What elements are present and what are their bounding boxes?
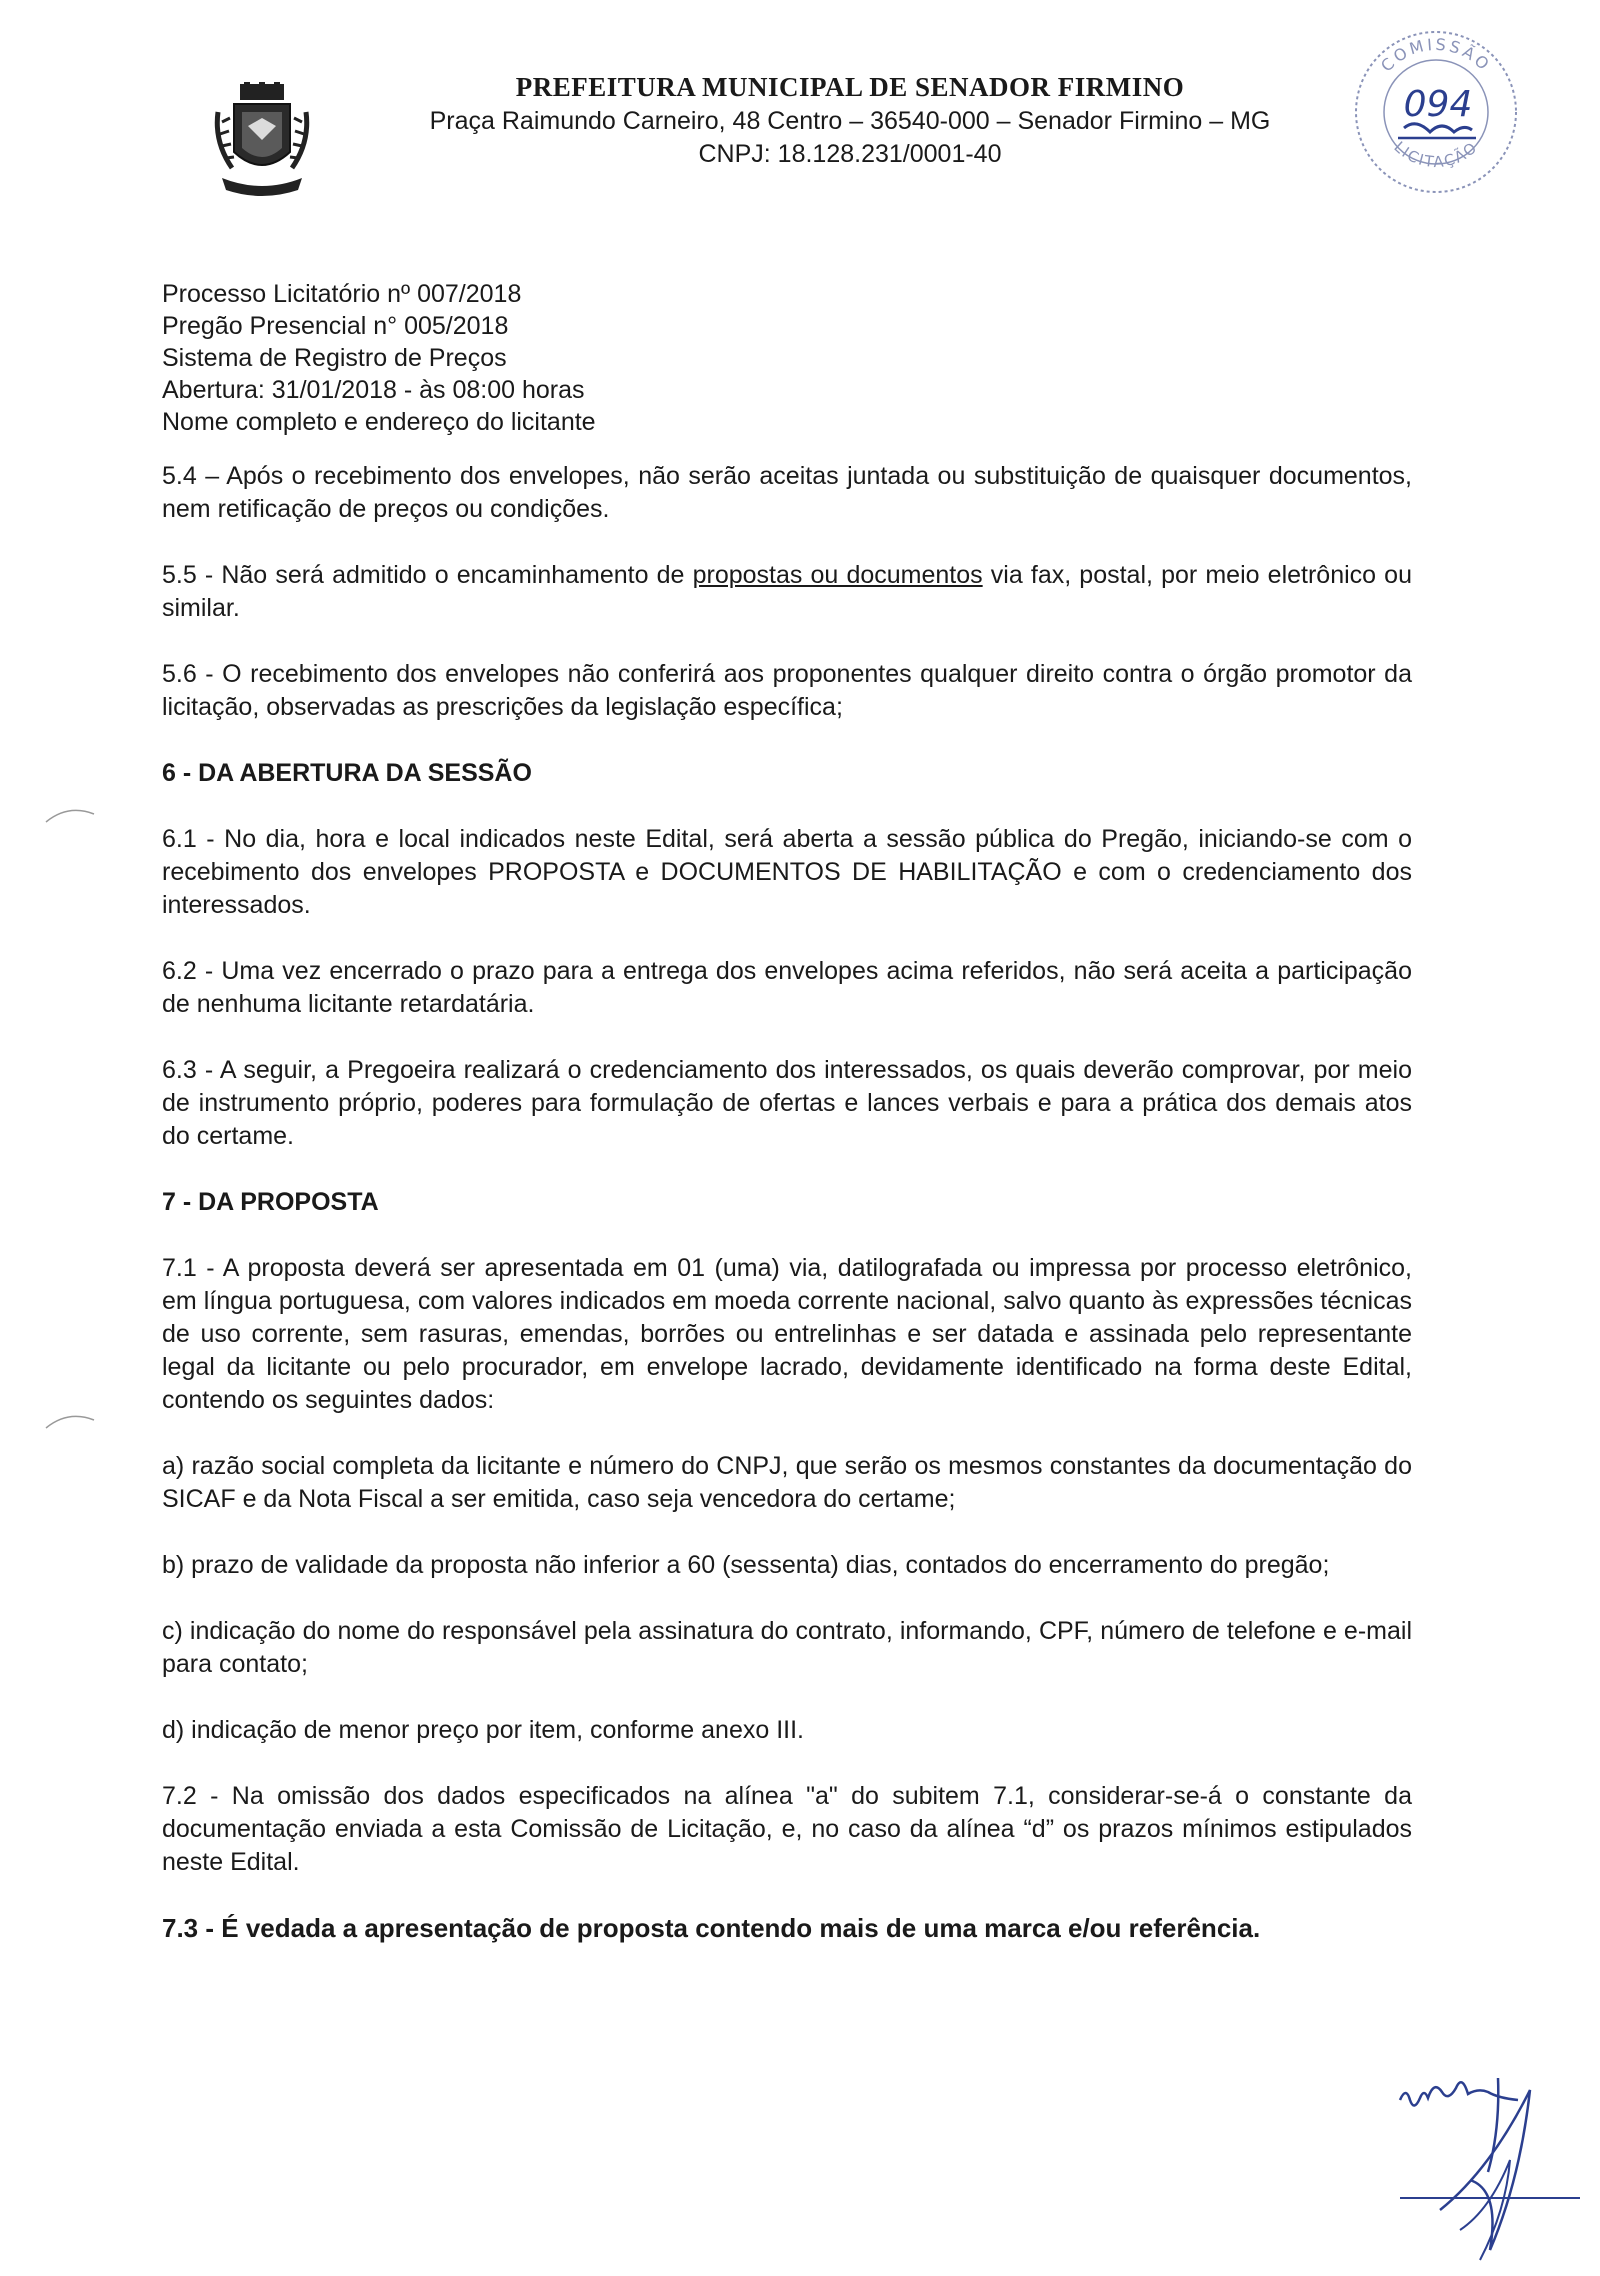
section-6-heading: 6 - DA ABERTURA DA SESSÃO — [162, 759, 532, 787]
item-b: b) prazo de validade da proposta não inferior a 60 (sessenta) dias, contados do encerramento do pregão; — [162, 1551, 1330, 1579]
section-7-heading: 7 - DA PROPOSTA — [162, 1188, 379, 1216]
item-a: a) razão social completa da licitante e número do CNPJ, que serão os mesmos constantes da documentação do SICAF e da Nota Fiscal a ser emitida, caso seja vencedora do certame; — [162, 1452, 1412, 1513]
clause-7-2: 7.2 - Na omissão dos dados especificados na alínea "a" do subitem 7.1, considerar-se-á o constante da documentação enviada a esta Comissão de Licitação, e, no caso da alínea “d” os prazos mínimos estipulados neste Edital. — [162, 1782, 1412, 1876]
clause-5-5-start: 5.5 - Não será admitido o encaminhamento de — [162, 561, 693, 589]
clause-6-1: 6.1 - No dia, hora e local indicados neste Edital, será aberta a sessão pública do Pregão, iniciando-se com o recebimento dos envelopes PROPOSTA e DOCUMENTOS DE HABILITAÇÃO e com o credenciamento dos interessados. — [162, 825, 1412, 919]
coat-of-arms-icon — [212, 82, 312, 202]
item-d: d) indicação de menor preço por item, conforme anexo III. — [162, 1716, 804, 1744]
opening-date: Abertura: 31/01/2018 - às 08:00 horas — [162, 376, 585, 404]
org-cnpj: CNPJ: 18.128.231/0001-40 — [698, 140, 1002, 168]
clause-5-6: 5.6 - O recebimento dos envelopes não conferirá aos proponentes qualquer direito contra o órgão promotor da licitação, observadas as prescrições da legislação específica; — [162, 660, 1412, 721]
punch-mark-icon — [40, 800, 100, 830]
clause-7-1: 7.1 - A proposta deverá ser apresentada em 01 (uma) via, datilografada ou impressa por processo eletrônico, em língua portuguesa, com valores indicados em moeda corrente nacional, salvo quanto às expressões técnicas de uso corrente, sem rasuras, emendas, borrões ou entrelinhas e ser datada e assinada pelo representante legal da licitante ou pelo procurador, em envelope lacrado, devidamente identificado na forma deste Edital, contendo os seguintes dados: — [162, 1254, 1412, 1414]
clause-6-3: 6.3 - A seguir, a Pregoeira realizará o credenciamento dos interessados, os quais deverão comprovar, por meio de instrumento próprio, poderes para formulação de ofertas e lances verbais e para a prática dos demais atos do certame. — [162, 1056, 1412, 1150]
seal-top-text: COMISSÃO — [1377, 34, 1495, 76]
seal-page-number: 094 — [1403, 84, 1473, 125]
letterhead — [360, 72, 1340, 169]
svg-text:LICITAÇÃO — [1390, 138, 1481, 171]
process-number: Processo Licitatório nº 007/2018 — [162, 280, 522, 308]
org-name: PREFEITURA MUNICIPAL DE SENADOR FIRMINO — [515, 72, 1185, 102]
bidder-name-address: Nome completo e endereço do licitante — [162, 408, 596, 436]
commission-seal-stamp — [1346, 20, 1526, 200]
clause-7-3: 7.3 - É vedada a apresentação de proposta contendo mais de uma marca e/ou referência. — [162, 1913, 1261, 1943]
clause-5-4: 5.4 – Após o recebimento dos envelopes, não serão aceitas juntada ou substituição de quaisquer documentos, nem retificação de preços ou condições. — [162, 462, 1412, 523]
clause-5-5-end: via fax, postal, por meio eletrônico ou similar. — [162, 561, 1412, 622]
punch-mark-icon — [40, 1406, 100, 1436]
auction-number: Pregão Presencial n° 005/2018 — [162, 312, 509, 340]
item-c: c) indicação do nome do responsável pela assinatura do contrato, informando, CPF, número de telefone e e-mail para contato; — [162, 1617, 1412, 1678]
handwritten-signature — [1380, 2060, 1600, 2270]
clause-6-2: 6.2 - Uma vez encerrado o prazo para a entrega dos envelopes acima referidos, não será aceita a participação de nenhuma licitante retardatária. — [162, 957, 1412, 1018]
clause-5-5-underlined: propostas ou documentos — [692, 561, 983, 589]
registry-system: Sistema de Registro de Preços — [162, 344, 507, 372]
svg-text:COMISSÃO — [1377, 35, 1495, 76]
document-body — [162, 460, 1412, 1978]
clause-5-5 — [162, 559, 1412, 625]
org-address: Praça Raimundo Carneiro, 48 Centro – 36540-000 – Senador Firmino – MG — [429, 107, 1271, 135]
process-info — [162, 278, 596, 438]
seal-bottom-text: LICITAÇÃO — [1390, 137, 1482, 172]
